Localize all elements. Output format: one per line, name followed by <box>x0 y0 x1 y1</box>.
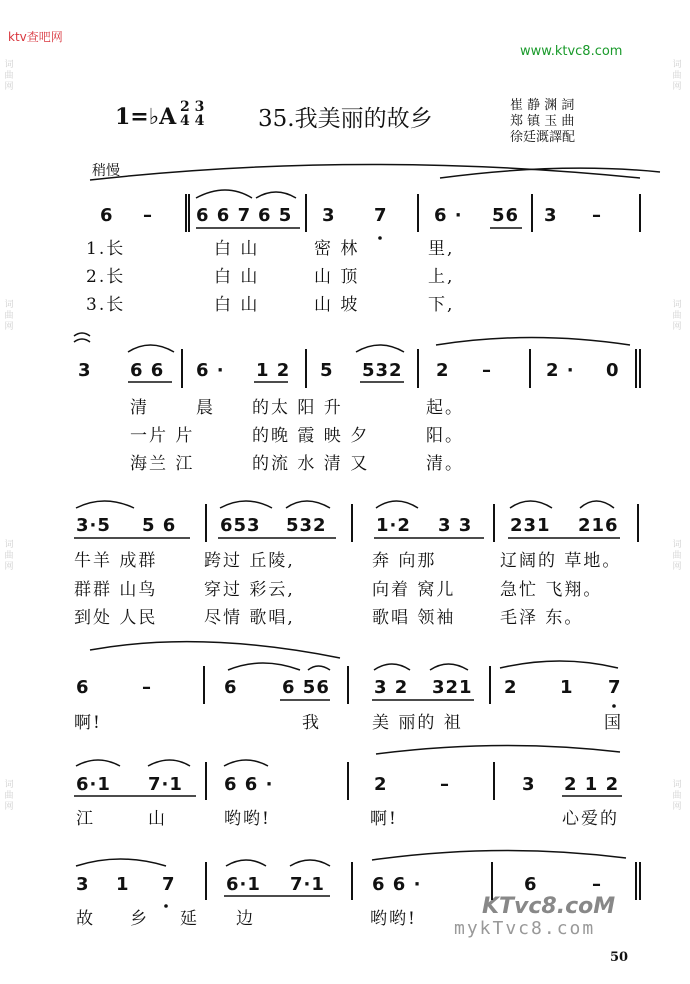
note: 3 <box>544 205 558 226</box>
tempo-marking: 稍慢 <box>92 163 120 179</box>
note: – <box>592 874 602 895</box>
song-title: 35.我美丽的故乡 <box>258 106 433 132</box>
lyric: 尽情 歌唱, <box>204 608 295 628</box>
note: – <box>592 205 602 226</box>
side-watermark-right: 词曲网 <box>672 540 682 572</box>
note: 2 1 2 <box>564 774 620 795</box>
lyric: 山 坡 <box>314 295 360 315</box>
lyric: 啊! <box>74 713 102 733</box>
side-watermark-left: 词曲网 <box>4 540 14 572</box>
lyric: 上, <box>428 267 455 287</box>
lyric: 急忙 飞翔。 <box>500 580 603 600</box>
note: 7 <box>162 874 176 895</box>
note: 6 56 <box>282 677 330 698</box>
note: 321 <box>432 677 473 698</box>
note: 653 <box>220 515 261 536</box>
lyric: 哟哟! <box>224 809 271 829</box>
note: – <box>440 774 450 795</box>
lyric: 密 林 <box>314 239 360 259</box>
note: 6 5 <box>258 205 293 226</box>
lyric: 牛羊 成群 <box>74 551 158 571</box>
note: 231 <box>510 515 551 536</box>
lyric: 起。 <box>426 398 464 418</box>
lyric: 歌唱 领袖 <box>372 608 456 628</box>
lyric: 3.长 <box>86 295 126 315</box>
note: 6 · <box>434 205 463 226</box>
site-watermark-left: ktv查吧网 <box>8 30 63 44</box>
note: 532 <box>362 360 403 381</box>
lyric: 辽阔的 草地。 <box>500 551 622 571</box>
note: 1 <box>116 874 130 895</box>
note: 6 <box>524 874 538 895</box>
lyric: 里, <box>428 239 455 259</box>
note: 3 <box>322 205 336 226</box>
credit-composer: 郑 镇 玉 曲 <box>510 114 575 129</box>
note: 5 <box>320 360 334 381</box>
note: 7·1 <box>148 774 183 795</box>
lyric: 阳。 <box>426 426 464 446</box>
note: 5 6 <box>142 515 177 536</box>
lyric: 故 <box>76 909 95 929</box>
note: 3 2 <box>374 677 409 698</box>
note: 6·1 <box>226 874 261 895</box>
note: 6 6 7 <box>196 205 252 226</box>
note: – <box>482 360 492 381</box>
site-watermark-right: www.ktvc8.com <box>520 44 623 59</box>
note: 2 <box>436 360 450 381</box>
lyric: 江 <box>76 809 95 829</box>
lyric: 海兰 江 <box>130 454 195 474</box>
note: 6 6 · <box>372 874 422 895</box>
lyric: 到处 人民 <box>74 608 158 628</box>
lyric: 边 <box>236 909 255 929</box>
note: 6 <box>76 677 90 698</box>
lyric: 群群 山鸟 <box>74 580 158 600</box>
note: 3 <box>76 874 90 895</box>
note: 2 <box>374 774 388 795</box>
side-watermark-right: 词曲网 <box>672 300 682 332</box>
lyric: 下, <box>428 295 455 315</box>
lyric: 向着 窝儿 <box>372 580 456 600</box>
note: 0 <box>606 360 620 381</box>
ktv-logo: KTvc8.coM <box>482 894 616 919</box>
lyric: 白 山 <box>214 295 260 315</box>
lyric: 美 丽的 祖 <box>372 713 463 733</box>
ktv-logo-reflection: mykTvc8.com <box>454 918 596 939</box>
lyric: 1.长 <box>86 239 126 259</box>
lyric: 穿过 彩云, <box>204 580 295 600</box>
note: 3 3 <box>438 515 473 536</box>
side-watermark-right: 词曲网 <box>672 60 682 92</box>
side-watermark-left: 词曲网 <box>4 780 14 812</box>
note: 1 <box>560 677 574 698</box>
side-watermark-left: 词曲网 <box>4 300 14 332</box>
note: 2 · <box>546 360 575 381</box>
note: – <box>143 205 153 226</box>
lyric: 晨 <box>196 398 215 418</box>
lyric: 一片 片 <box>130 426 195 446</box>
lyric: 国 <box>604 713 623 733</box>
lyric: 白 山 <box>214 239 260 259</box>
note: 6 · <box>196 360 225 381</box>
page-number: 50 <box>610 950 629 965</box>
lyric: 乡 <box>130 909 149 929</box>
lyric: 清。 <box>426 454 464 474</box>
meter-top: 2 3 <box>180 99 205 115</box>
meter-bottom: 4 4 <box>180 113 205 129</box>
lyric: 白 山 <box>214 267 260 287</box>
note: 6 <box>100 205 114 226</box>
note: 3·5 <box>76 515 111 536</box>
side-watermark-right: 词曲网 <box>672 780 682 812</box>
credit-lyricist: 崔 静 渊 詞 <box>510 98 575 113</box>
lyric: 奔 向那 <box>372 551 437 571</box>
note: 2 <box>504 677 518 698</box>
key-signature: 1=♭A <box>115 104 177 130</box>
lyric: 2.长 <box>86 267 126 287</box>
credit-translator: 徐廷溉譯配 <box>510 130 576 145</box>
lyric: 延 <box>180 909 199 929</box>
note: 1 2 <box>256 360 291 381</box>
note: 1·2 <box>376 515 411 536</box>
note: 532 <box>286 515 327 536</box>
lyric: 的晚 霞 映 夕 <box>252 426 370 446</box>
lyric: 毛泽 东。 <box>500 608 584 628</box>
note: 216 <box>578 515 619 536</box>
note: – <box>142 677 152 698</box>
note: 6·1 <box>76 774 111 795</box>
note: 6 6 <box>130 360 165 381</box>
note: 7 <box>374 205 388 226</box>
lyric: 我 <box>302 713 321 733</box>
lyric: 的流 水 清 又 <box>252 454 370 474</box>
lyric: 山 <box>148 809 167 829</box>
side-watermark-left: 词曲网 <box>4 60 14 92</box>
note: 3 <box>522 774 536 795</box>
lyric: 哟哟! <box>370 909 417 929</box>
lyric: 心爱的 <box>562 809 619 829</box>
lyric: 山 顶 <box>314 267 360 287</box>
note: 3 <box>78 360 92 381</box>
lyric: 清 <box>130 398 149 418</box>
note: 7 <box>608 677 622 698</box>
note: 6 6 · <box>224 774 274 795</box>
lyric: 跨过 丘陵, <box>204 551 295 571</box>
lyric: 啊! <box>370 809 398 829</box>
lyric: 的太 阳 升 <box>252 398 343 418</box>
note: 56 <box>492 205 520 226</box>
note: 6 <box>224 677 238 698</box>
note: 7·1 <box>290 874 325 895</box>
